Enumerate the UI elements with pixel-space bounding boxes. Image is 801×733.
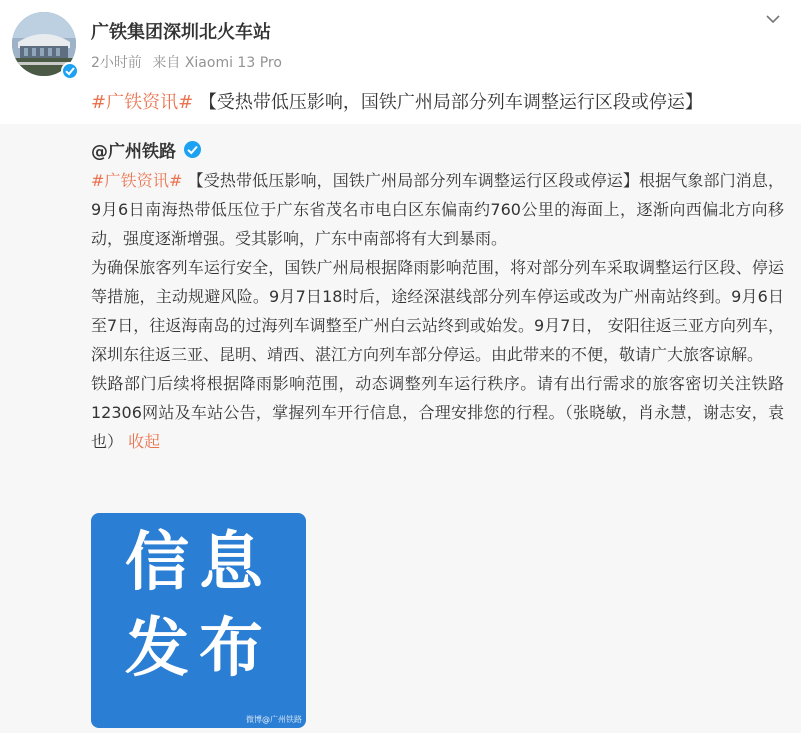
post-headline [91, 88, 703, 114]
collapse-link[interactable]: 收起 [128, 432, 161, 451]
chevron-down-icon[interactable] [762, 8, 784, 30]
repost-paragraph-3 [91, 369, 784, 456]
repost-paragraph-1 [91, 166, 784, 253]
repost-author[interactable] [91, 137, 201, 162]
verified-badge-icon [184, 141, 201, 158]
topic-tag[interactable]: #广铁资讯# [91, 171, 183, 190]
image-text-line-1: 信息 [125, 526, 273, 600]
image-text-line-2: 发布 [125, 612, 273, 686]
repost-author-name[interactable]: @广州铁路 [91, 142, 176, 162]
repost-paragraph-2: 为确保旅客列车运行安全，国铁广州局根据降雨影响范围，将对部分列车采取调整运行区段、停运等措施，主动规避风险。9月7日18时后，途经深湛线部分列车停运或改为广州南站终到。9月6日至7日，往返海南岛的过海列车调整至广州白云站终到或始发。9月7日， 安阳往返三亚方向列车，深圳东往返三亚、昆明、靖西、湛江方向列车部分停运。由此带来的不便，敬请广大旅客谅解。 [91, 258, 784, 364]
author-name[interactable]: 广铁集团深圳北火车站 [91, 22, 271, 43]
post-image[interactable] [91, 513, 306, 728]
repost-body [91, 166, 784, 456]
paragraph-text: 【受热带低压影响，国铁广州局部分列车调整运行区段或停运】根据气象部门消息，9月6日南海热带低压位于广东省茂名市电白区东偏南约760公里的海面上，逐渐向西偏北方向移动，强度逐渐增强。受其影响，广东中南部将有大到暴雨。 [91, 171, 784, 248]
verified-badge-icon [61, 62, 79, 80]
post-source: 来自 Xiaomi 13 Pro [152, 55, 282, 71]
image-watermark: 微博@广州铁路 [246, 715, 302, 724]
paragraph-text: 铁路部门后续将根据降雨影响范围，动态调整列车运行秩序。请有出行需求的旅客密切关注铁路12306网站及车站公告，掌握列车开行信息，合理安排您的行程。（张晓敏，肖永慧，谢志安，袁也） [91, 374, 784, 451]
post-meta [91, 52, 288, 72]
headline-text: 【受热带低压影响，国铁广州局部分列车调整运行区段或停运】 [198, 92, 703, 113]
post-time[interactable]: 2小时前 [91, 55, 142, 71]
post-header [0, 0, 801, 124]
repost-card [0, 124, 801, 733]
topic-tag[interactable]: #广铁资讯# [91, 92, 194, 113]
